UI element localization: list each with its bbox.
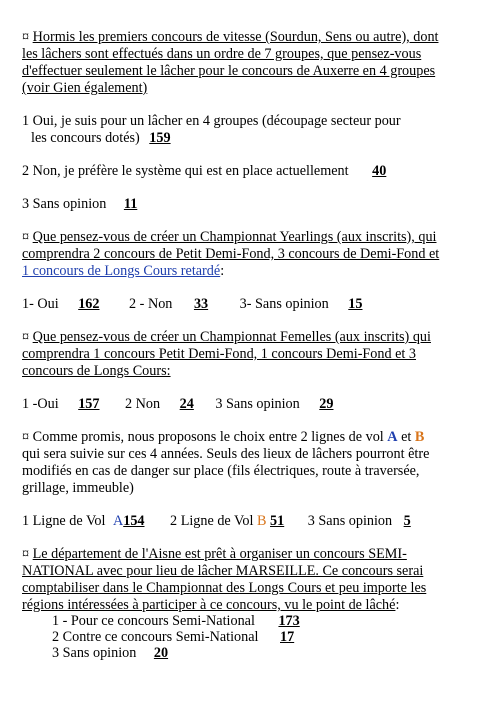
q3-text-1: Que pensez-vous de créer un Championnat Femelles (aux inscrits) qui <box>32 329 431 345</box>
q3-line-1 <box>22 329 431 346</box>
q5-option-1-text: 1 - Pour ce concours Semi-National <box>52 613 255 629</box>
q1-option-1-line-1: 1 Oui, je suis pour un lâcher en 4 groupes (découpage secteur pour <box>22 113 401 129</box>
q2-text-3-colon: : <box>220 263 225 279</box>
q5-line-4 <box>22 597 399 614</box>
q5-option-2 <box>52 629 294 646</box>
q1-option-3-count: 11 <box>123 196 138 212</box>
q2-answer-none-count: 15 <box>348 296 363 312</box>
q4-option-2-count: 51 <box>270 513 285 529</box>
q2-answer-none-label: 3- Sans opinion <box>239 296 329 312</box>
q1-line-1 <box>22 29 438 46</box>
q5-option-3 <box>52 645 168 662</box>
q4-text-1: ¤ Comme promis, nous proposons le choix entre 2 lignes de vol <box>22 429 384 445</box>
q4-text-2: qui sera suivie sur ces 4 années. Seuls des lieux de lâchers pourront être <box>22 446 430 462</box>
q5-option-2-text: 2 Contre ce concours Semi-National <box>52 629 259 645</box>
q1-option-2-count: 40 <box>372 163 387 179</box>
q3-answer-no-label: 2 Non <box>125 396 161 412</box>
q5-option-1 <box>52 613 300 630</box>
q4-option-3-count: 5 <box>403 513 411 529</box>
q1-option-2 <box>22 163 386 180</box>
q4-text-4: grillage, immeuble) <box>22 480 134 496</box>
q5-text-4-colon: : <box>395 597 400 613</box>
q4-et: et <box>401 429 412 445</box>
q5-option-2-count: 17 <box>280 629 295 645</box>
q2-answer-no-count: 33 <box>193 296 209 312</box>
q2-line-3 <box>22 263 224 280</box>
q1-option-3 <box>22 196 137 213</box>
q3-answer-yes-label: 1 -Oui <box>22 396 59 412</box>
q4-option-1-label: 1 Ligne de Vol <box>22 513 106 529</box>
q1-option-3-text: 3 Sans opinion <box>22 196 107 212</box>
q2-text-3: 1 concours de Longs Cours retardé <box>22 263 221 279</box>
q5-text-4: régions intéressées à participer à ce concours, vu le point de lâché <box>22 597 396 613</box>
q1-bullet: ¤ <box>22 29 30 45</box>
q4-option-2-letter: B <box>257 513 267 529</box>
q5-text-3: comptabiliser dans le Championnat des Longs Cours et peu importe les <box>22 580 427 596</box>
q1-option-1-text: les concours dotés) <box>31 130 140 146</box>
q1-text-2: les lâchers sont effectués dans un ordre de 7 groupes, que pensez-vous <box>22 46 422 62</box>
q3-text-2: comprendra 1 concours Petit Demi-Fond, 1 concours Demi-Fond et 3 <box>22 346 417 362</box>
q4-option-1-letter: A <box>112 513 124 529</box>
q1-option-1-count: 159 <box>149 130 171 146</box>
q5-line-1 <box>22 546 407 563</box>
q5-option-1-count: 173 <box>278 613 300 629</box>
q2-answer-yes-label: 1- Oui <box>22 296 59 312</box>
q1-option-1-line-2 <box>22 130 171 147</box>
q5-option-3-count: 20 <box>153 645 169 661</box>
q5-option-3-text: 3 Sans opinion <box>52 645 137 661</box>
q2-answer-no-label: 2 - Non <box>129 296 173 312</box>
q4-line-1 <box>22 429 424 446</box>
q2-line-1 <box>22 229 437 246</box>
q4-option-3-label: 3 Sans opinion <box>307 513 393 529</box>
q3-answer-none-label: 3 Sans opinion <box>215 396 300 412</box>
q2-text-2: comprendra 2 concours de Petit Demi-Fond, 3 concours de Demi-Fond et <box>22 246 440 262</box>
q2-text-1: Que pensez-vous de créer un Championnat Yearlings (aux inscrits), qui <box>32 229 437 245</box>
q4-letter-a: A <box>387 429 398 445</box>
q5-text-1: Le département de l'Aisne est prêt à organiser un concours SEMI- <box>32 546 407 562</box>
q4-option-1-count: 154 <box>123 513 145 529</box>
q1-text-4: (voir Gien également) <box>22 80 148 96</box>
q2-answer-yes-count: 162 <box>78 296 100 312</box>
q5-text-2: NATIONAL avec pour lieu de lâcher MARSEILLE. Ce concours serai <box>22 563 424 579</box>
q3-answer-yes-count: 157 <box>78 396 100 412</box>
q3-answers <box>22 396 333 413</box>
q1-text-1: Hormis les premiers concours de vitesse (Sourdun, Sens ou autre), dont <box>32 29 439 45</box>
q3-answer-none-count: 29 <box>319 396 334 412</box>
q3-text-3: concours de Longs Cours: <box>22 363 171 379</box>
q3-bullet: ¤ <box>22 329 30 345</box>
q1-option-2-text: 2 Non, je préfère le système qui est en place actuellement <box>22 163 349 179</box>
q3-answer-no-count: 24 <box>179 396 194 412</box>
q4-answers <box>22 513 411 530</box>
q2-bullet: ¤ <box>22 229 30 245</box>
q2-answers <box>22 296 362 313</box>
q4-text-3: modifiés en cas de danger sur place (fils électriques, route à traversée, <box>22 463 420 479</box>
q4-letter-b: B <box>414 429 425 445</box>
q5-bullet: ¤ <box>22 546 30 562</box>
q1-text-3: d'effectuer seulement le lâcher pour le concours de Auxerre en 4 groupes <box>22 63 436 79</box>
q4-option-2-label: 2 Ligne de Vol <box>170 513 254 529</box>
